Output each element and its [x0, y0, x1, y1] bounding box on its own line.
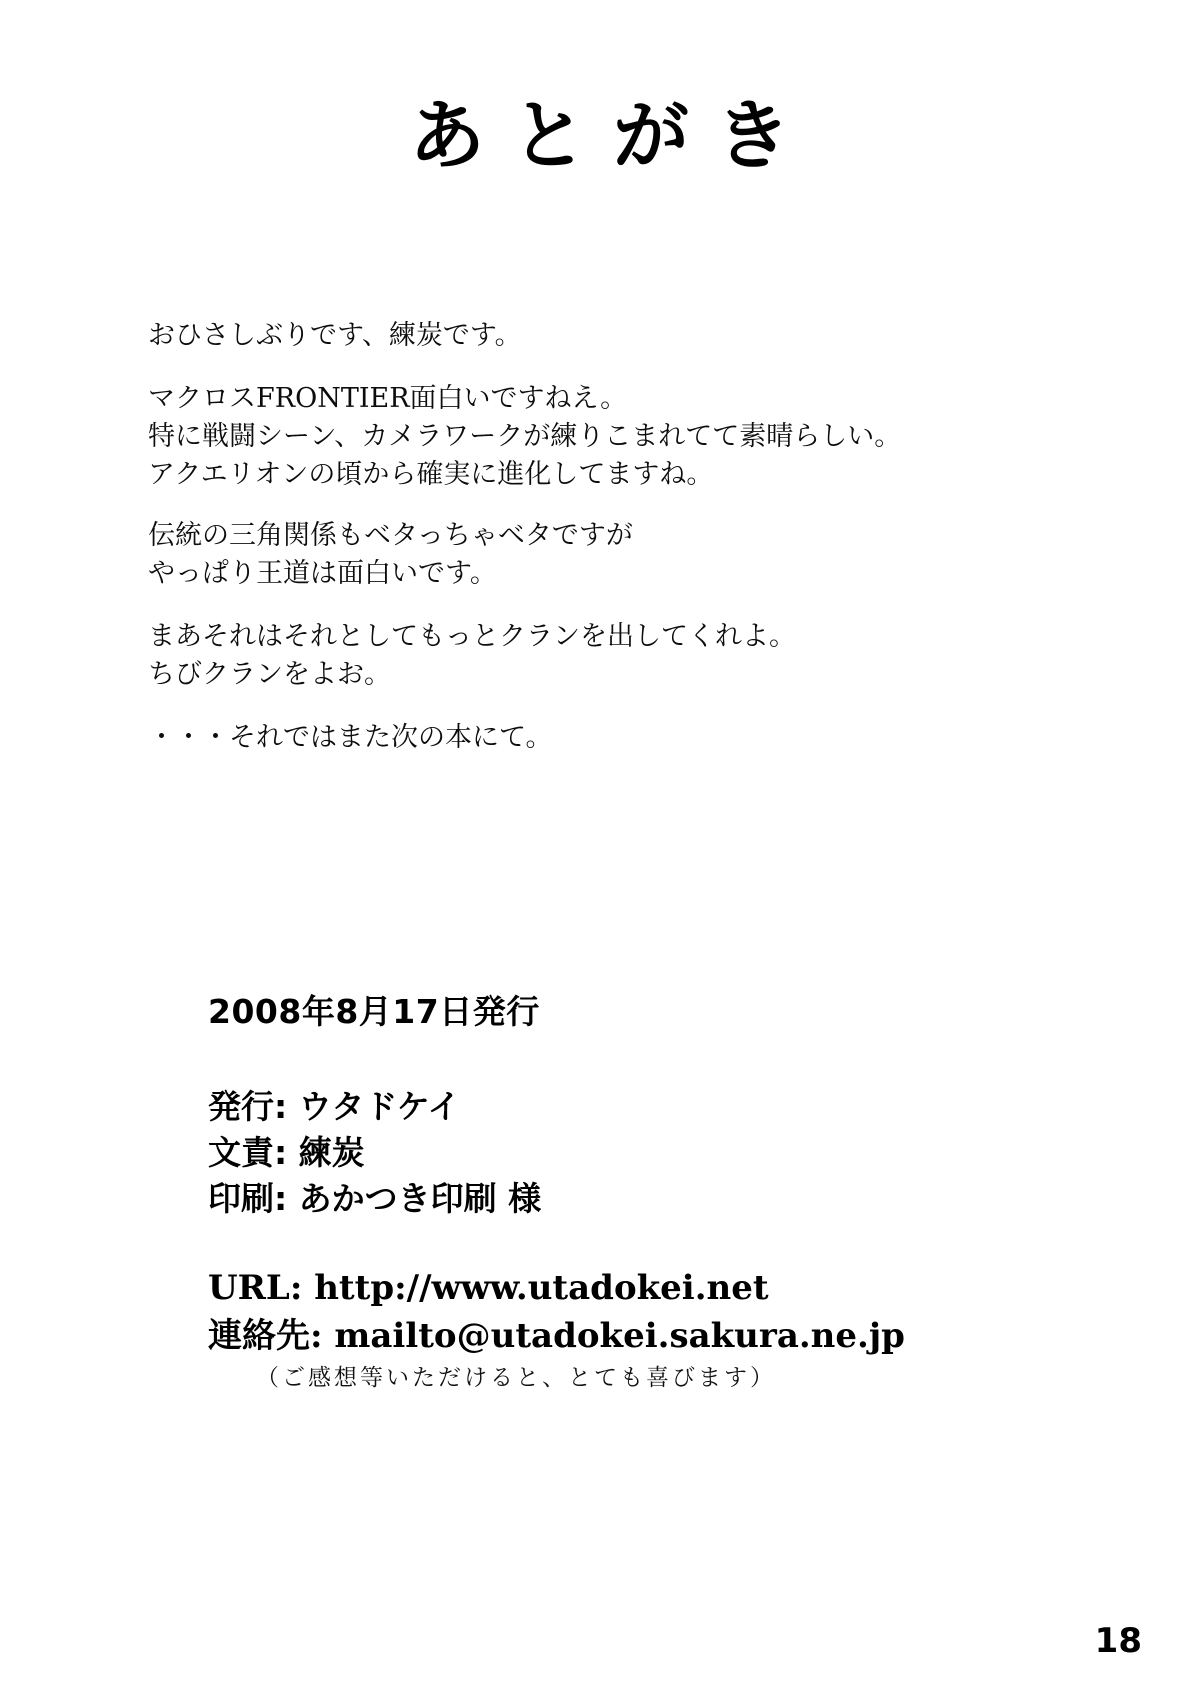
publish-date: 2008年8月17日発行	[208, 992, 540, 1031]
contact-block	[208, 1268, 905, 1391]
text-line: ・・・それではまた次の本にて。	[148, 722, 553, 753]
text-line: ちびクランをよお。	[148, 659, 391, 690]
contact-note: （ご感想等いただけると、とても喜びます）	[256, 1365, 776, 1391]
page-number: 18	[1094, 1621, 1142, 1661]
paragraph	[148, 724, 1028, 751]
paragraph	[148, 522, 1028, 587]
text-line: おひさしぶりです、練炭です。	[148, 320, 522, 351]
credit-printer: 印刷: あかつき印刷 様	[208, 1179, 542, 1218]
paragraph	[148, 322, 1028, 349]
credits-list	[208, 1087, 905, 1218]
paragraph	[148, 623, 1028, 688]
text-line: 伝統の三角関係もベタっちゃベタですが	[148, 520, 633, 551]
website-url[interactable]: URL: http://www.utadokei.net	[208, 1268, 769, 1308]
text-line: 特に戦闘シーン、カメラワークが練りこまれてて素晴らしい。	[148, 421, 902, 452]
credit-publisher: 発行: ウタドケイ	[208, 1087, 461, 1126]
text-line: まあそれはそれとしてもっとクランを出してくれよ。	[148, 621, 796, 652]
paragraph	[148, 385, 1028, 488]
text-line: マクロスFRONTIER面白いですねえ。	[148, 383, 628, 414]
text-line: アクエリオンの頃から確実に進化してますね。	[148, 459, 714, 490]
page-title: あとがき	[409, 91, 817, 180]
contact-email[interactable]: 連絡先: mailto@utadokei.sakura.ne.jp	[208, 1316, 905, 1356]
text-line: やっぱり王道は面白いです。	[148, 558, 497, 589]
afterword-body	[148, 322, 1028, 751]
colophon	[208, 992, 905, 1391]
credit-author: 文責: 練炭	[208, 1133, 365, 1172]
